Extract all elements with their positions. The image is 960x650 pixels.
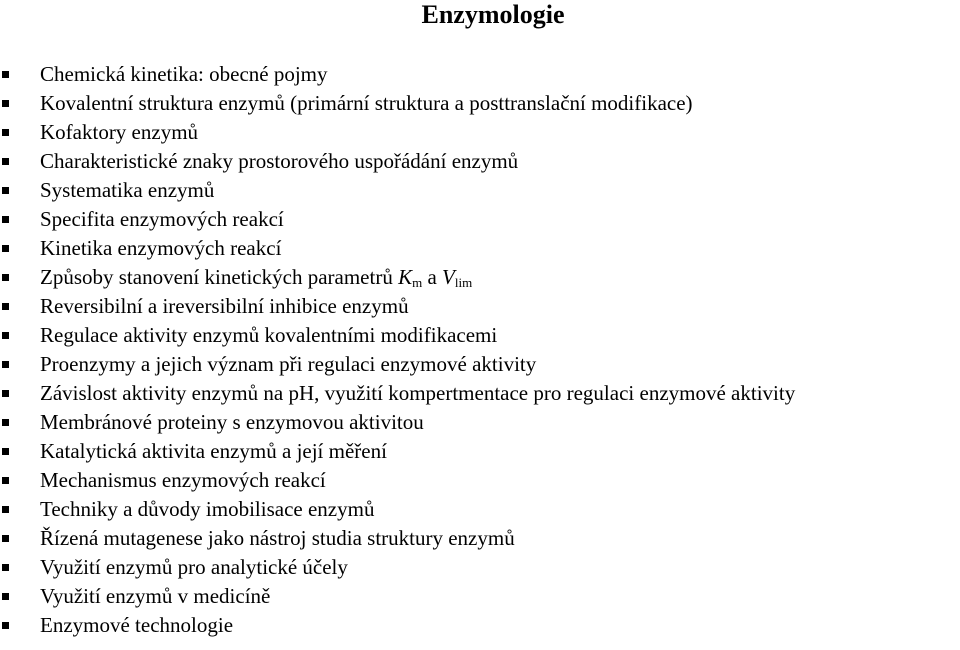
square-bullet-icon: [2, 506, 9, 513]
square-bullet-icon: [2, 535, 9, 542]
list-item: [0, 379, 960, 408]
list-item: [0, 495, 960, 524]
list-item: [0, 60, 960, 89]
square-bullet-icon: [2, 448, 9, 455]
square-bullet-icon: [2, 274, 9, 281]
square-bullet-icon: [2, 216, 9, 223]
page-title: Enzymologie: [421, 0, 565, 29]
list-item: [0, 408, 960, 437]
km-subscript: m: [412, 275, 423, 290]
square-bullet-icon: [2, 129, 9, 136]
list-item-text: Enzymové technologie: [40, 613, 234, 637]
list-item-text: Řízená mutagenese jako nástroj studia struktury enzymů: [40, 526, 515, 550]
list-item: [0, 321, 960, 350]
list-item: [0, 234, 960, 263]
list-item-text: Membránové proteiny s enzymovou aktivitou: [40, 410, 424, 434]
list-item-text: Chemická kinetika: obecné pojmy: [40, 62, 328, 86]
list-item-connector: a: [422, 265, 443, 289]
list-item: [0, 292, 960, 321]
list-item-text: Katalytická aktivita enzymů a její měření: [40, 439, 387, 463]
square-bullet-icon: [2, 477, 9, 484]
list-item: [0, 147, 960, 176]
list-item-text: Regulace aktivity enzymů kovalentními modifikacemi: [40, 323, 498, 347]
list-item-text: Specifita enzymových reakcí: [40, 207, 284, 231]
list-item: [0, 437, 960, 466]
list-item-text: [40, 265, 472, 289]
list-item-text: Využití enzymů pro analytické účely: [40, 555, 348, 579]
vlim-subscript: lim: [454, 275, 473, 290]
list-item-text: Kofaktory enzymů: [40, 120, 199, 144]
list-item: [0, 263, 960, 292]
square-bullet-icon: [2, 332, 9, 339]
list-item-text: Závislost aktivity enzymů na pH, využití kompertmentace pro regulaci enzymové aktivity: [40, 381, 796, 405]
square-bullet-icon: [2, 622, 9, 629]
square-bullet-icon: [2, 71, 9, 78]
list-item-text: Využití enzymů v medicíně: [40, 584, 271, 608]
list-item: [0, 350, 960, 379]
list-item-text: Charakteristické znaky prostorového uspořádání enzymů: [40, 149, 519, 173]
square-bullet-icon: [2, 158, 9, 165]
square-bullet-icon: [2, 419, 9, 426]
square-bullet-icon: [2, 100, 9, 107]
vlim-symbol: V: [442, 265, 455, 289]
list-item-text: Reversibilní a ireversibilní inhibice enzymů: [40, 294, 409, 318]
list-item: [0, 553, 960, 582]
list-item: [0, 205, 960, 234]
list-item-text: Systematika enzymů: [40, 178, 215, 202]
square-bullet-icon: [2, 245, 9, 252]
list-item-text: Mechanismus enzymových reakcí: [40, 468, 326, 492]
list-item-text: Proenzymy a jejich význam při regulaci enzymové aktivity: [40, 352, 537, 376]
km-symbol: K: [398, 265, 413, 289]
list-item: [0, 89, 960, 118]
list-item: [0, 524, 960, 553]
square-bullet-icon: [2, 361, 9, 368]
list-item: [0, 582, 960, 611]
list-item-prefix: Způsoby stanovení kinetických parametrů: [40, 265, 399, 289]
list-item-text: Kovalentní struktura enzymů (primární struktura a posttranslační modifikace): [40, 91, 693, 115]
list-item: [0, 611, 960, 640]
list-item: [0, 118, 960, 147]
square-bullet-icon: [2, 564, 9, 571]
square-bullet-icon: [2, 593, 9, 600]
list-item: [0, 466, 960, 495]
list-item-text: Techniky a důvody imobilisace enzymů: [40, 497, 375, 521]
square-bullet-icon: [2, 187, 9, 194]
square-bullet-icon: [2, 390, 9, 397]
list-item: [0, 176, 960, 205]
topic-list: [0, 60, 960, 640]
square-bullet-icon: [2, 303, 9, 310]
list-item-text: Kinetika enzymových reakcí: [40, 236, 282, 260]
